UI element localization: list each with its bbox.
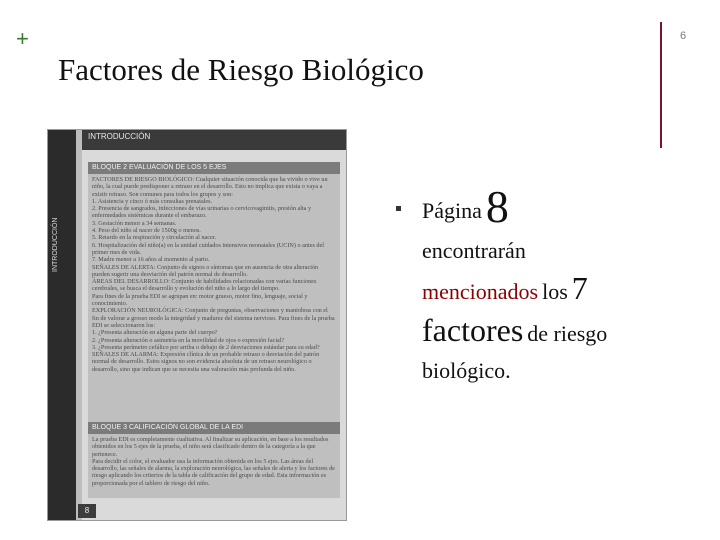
doc-paragraph: 2. Presencia de sangrados, infecciones de vías urinarias o cervicovaginitis, presión alta y enfermedades sistémicas durante el embarazo. (92, 205, 312, 220)
doc-paragraph: Para fines de la prueba EDI se agrupan en: motor grueso, motor fino, lenguaje, social y conocimiento. (92, 292, 308, 308)
document-page (82, 130, 346, 520)
block-evaluacion (88, 162, 340, 422)
pagina-label: Página (422, 198, 482, 223)
bullet-square-icon (396, 206, 401, 211)
page-ref-number: 8 (485, 181, 509, 232)
block-body (88, 434, 340, 489)
doc-paragraph: 3. ¿Presenta perímetro cefálico por arriba o debajo de 2 desviaciones estándar para su edad? (92, 343, 320, 351)
bullet-line-1 (422, 180, 509, 233)
doc-paragraph: SEÑALES DE ALERTA: Conjunto de signos o síntomas que en ausencia de otra alteración pueden sugerir una desviación del patrón normal de desarrollo. (92, 263, 319, 278)
accent-divider (660, 22, 662, 148)
doc-paragraph: 1. Asistencia y cinco ó más consultas prenatales. (92, 197, 213, 205)
doc-paragraph: 3. Gestación menor a 34 semanas. (92, 219, 177, 227)
doc-paragraph: FACTORES DE RIESGO BIOLÓGICO: Cualquier situación conocida que ha vivido o vive un niño, la cual puede predisponer a retraso en el desarrollo. Esto no implica que exista o vaya a existir retraso. Son comunes para todos los grupos y son: (92, 176, 328, 198)
page-number: 6 (680, 30, 687, 42)
plus-icon: + (16, 26, 29, 51)
doc-paragraph: Para decidir el color, el evaluador usa la información obtenida en los 5 ejes. Las áreas del desarrollo, las señales de alarma, la exploración neurológica, las señales de alerta y los factores de riesgo aplicando los criterios de la tabla de calificación del grupo de edad. Esta información es proporcionada por el tablero de riesgo del niño. (92, 457, 335, 487)
doc-paragraph: ÁREAS DEL DESARROLLO: Conjunto de habilidades relacionadas con varias funciones cerebrales, se busca el desarrollo y evolución del niño a lo largo del tiempo. (92, 278, 317, 293)
factores-word: factores (422, 312, 524, 348)
intro-header: INTRODUCCIÓN (82, 130, 346, 150)
doc-paragraph: La prueba EDI es completamente cualitativa. Al finalizar su aplicación, en base a los resultados obtenidos en los 5 ejes de la prueba, el niño será clasificado dentro de la categoría a la que pertenece. (92, 436, 329, 458)
slide-title: Factores de Riesgo Biológico (58, 52, 424, 87)
doc-paragraph: 2. ¿Presenta alteración o asimetría en la movilidad de ojos o expresión facial? (92, 336, 285, 344)
los-word: los (542, 279, 568, 304)
doc-paragraph: SEÑALES DE ALARMA: Expresión clínica de un probable retraso o desviación del patrón normal de desarrollo. Estos signos no son evidencia absoluta de un retraso neurológico o desarrollo, sino que indican que se necesita una valoración más profunda del niño. (92, 351, 320, 373)
left-strip (48, 130, 76, 520)
strip-label: INTRODUCCIÓN (52, 217, 59, 273)
bullet-line-4 (422, 312, 607, 349)
de-riesgo-words: de riesgo (527, 321, 608, 346)
block-title: BLOQUE 2 EVALUACIÓN DE LOS 5 EJES (88, 162, 340, 174)
doc-paragraph: 6. Hospitalización del niño(a) en la unidad cuidados intensivos neonatales (UCIN) o antes del primer mes de vida. (92, 241, 324, 256)
highlight-word: mencionados (422, 279, 539, 304)
doc-paragraph: 4. Peso del niño al nacer de 1500g o menos. (92, 227, 201, 235)
bullet-line-3 (422, 270, 588, 307)
bullet-line-2: encontrarán (422, 238, 526, 263)
document-image (48, 130, 346, 520)
count-number: 7 (571, 270, 588, 306)
bullet-line-5: biológico. (422, 358, 511, 383)
page-badge: 8 (78, 504, 96, 518)
doc-paragraph: EXPLORACIÓN NEUROLÓGICA: Conjunto de preguntas, observaciones y maniobras con el fin de valorar a grosso modo la integridad y madurez del sistema nervioso. Para fines de la prueba EDI se seleccionaron los: (92, 307, 335, 329)
block-calificacion (88, 422, 340, 498)
block-title: BLOQUE 3 CALIFICACIÓN GLOBAL DE LA EDI (88, 422, 340, 434)
block-body (88, 174, 340, 375)
doc-paragraph: 7. Madre menor a 16 años al momento al parto. (92, 256, 210, 264)
doc-paragraph: 1. ¿Presenta alteración en alguna parte del cuerpo? (92, 329, 218, 337)
doc-paragraph: 5. Retardo en la respiración y circulación al nacer. (92, 234, 217, 242)
